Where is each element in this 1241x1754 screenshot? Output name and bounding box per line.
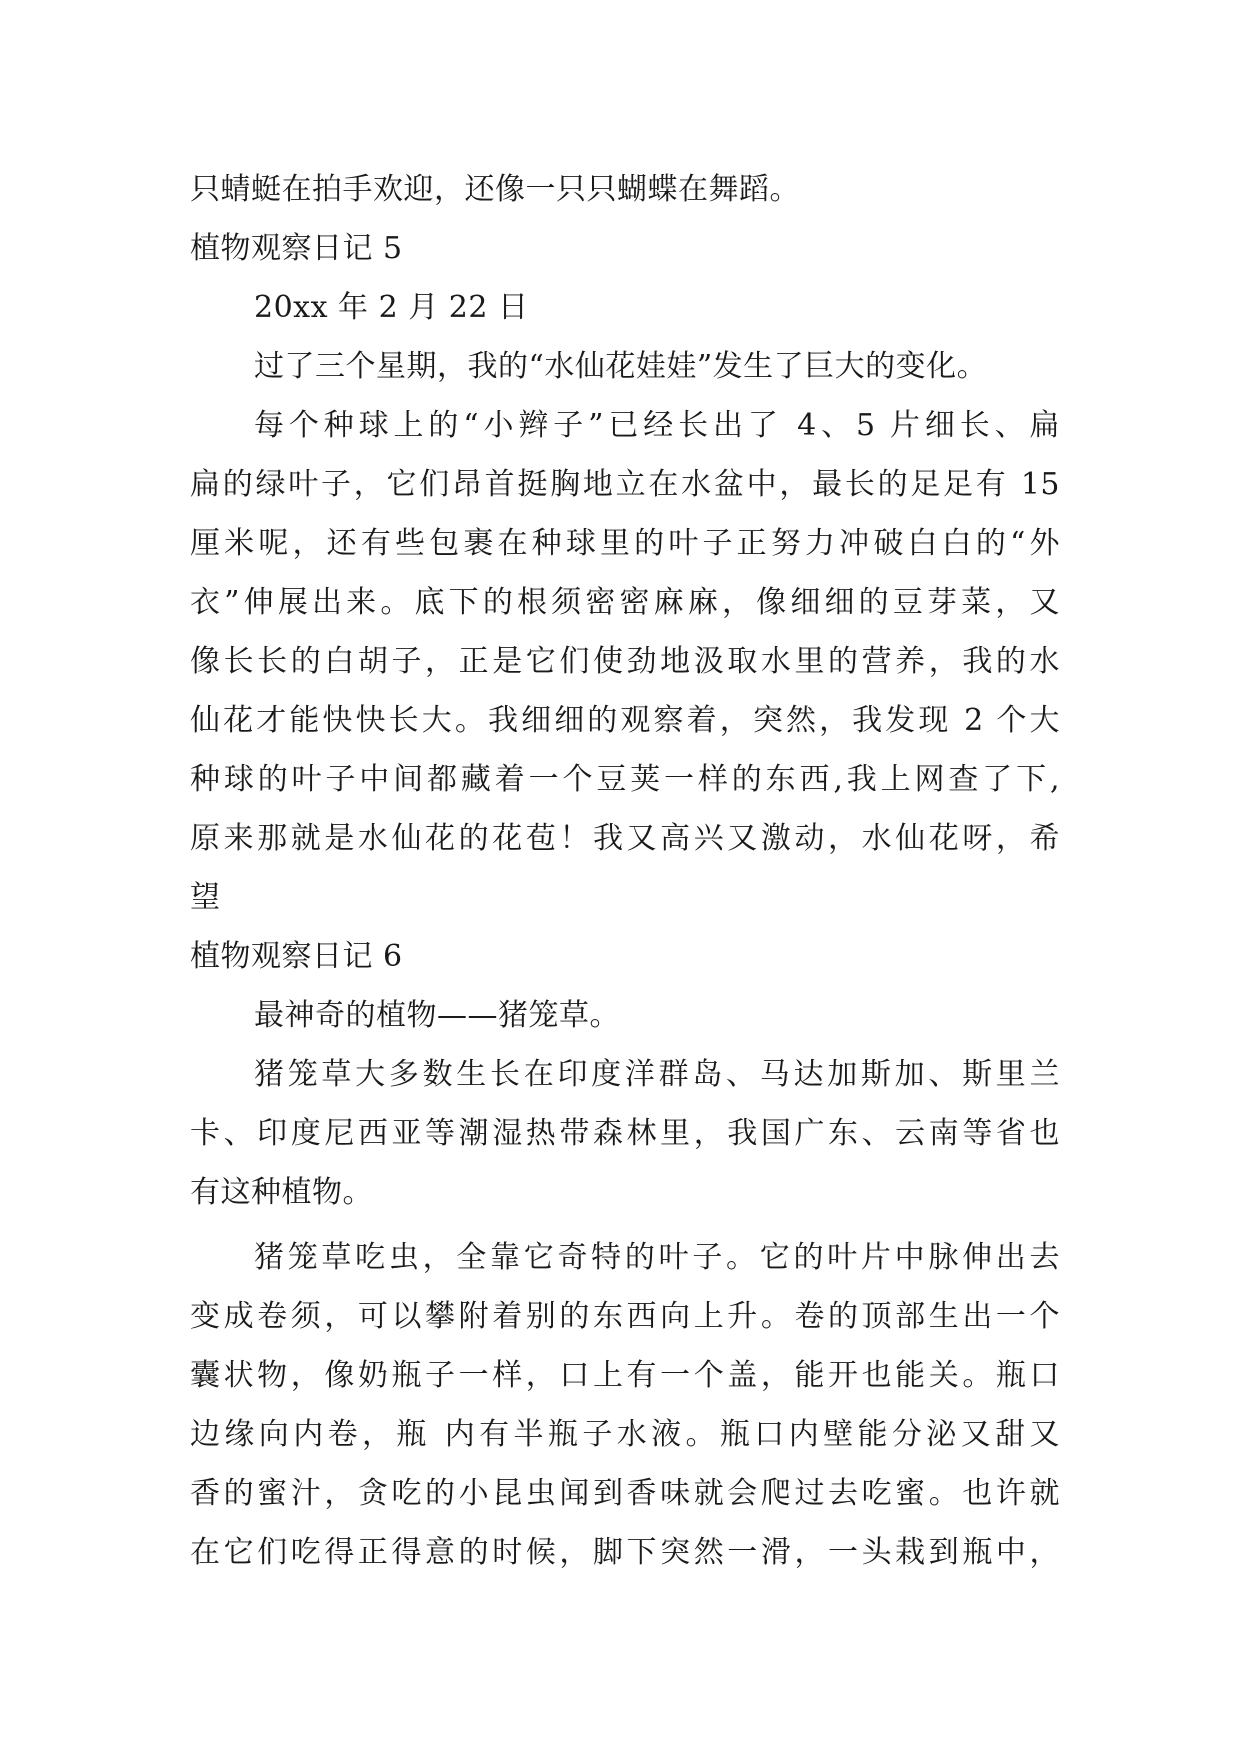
text-line-9: 像长长的白胡子，正是它们使劲地汲取水里的营养，我的水 bbox=[190, 644, 1060, 679]
text-line-22: 边缘向内卷，瓶 内有半瓶子水液。瓶口内壁能分泌又甜又 bbox=[190, 1417, 1060, 1452]
diary-heading-5: 植物观察日记 5 bbox=[190, 231, 403, 266]
diary-date: 20xx 年 2 月 22 日 bbox=[254, 290, 529, 325]
text-line-11: 种球的叶子中间都藏着一个豆荚一样的东西,我上网查了下, bbox=[190, 762, 1060, 797]
document-body bbox=[190, 160, 1060, 1582]
text-line-10: 仙花才能快快长大。我细细的观察着，突然，我发现 2 个大 bbox=[190, 703, 1060, 738]
text-line-16: 猪笼草大多数生长在印度洋群岛、马达加斯加、斯里兰 bbox=[254, 1057, 1060, 1092]
text-line-7: 厘米呢，还有些包裹在种球里的叶子正努力冲破白白的“外 bbox=[190, 526, 1060, 561]
text-line-1: 只蜻蜓在拍手欢迎，还像一只只蝴蝶在舞蹈。 bbox=[190, 172, 800, 207]
text-line-6: 扁的绿叶子，它们昂首挺胸地立在水盆中，最长的足足有 15 bbox=[190, 467, 1060, 502]
text-line-5: 每个种球上的“小辫子”已经长出了 4、5 片细长、扁 bbox=[254, 408, 1060, 443]
text-line-8: 衣”伸展出来。底下的根须密密麻麻，像细细的豆芽菜，又 bbox=[190, 585, 1060, 620]
diary-heading-6: 植物观察日记 6 bbox=[190, 939, 403, 974]
text-line-4: 过了三个星期，我的“水仙花娃娃”发生了巨大的变化。 bbox=[254, 349, 988, 384]
text-line-23: 香的蜜汁，贪吃的小昆虫闻到香味就会爬过去吃蜜。也许就 bbox=[190, 1476, 1060, 1511]
text-line-21: 囊状物，像奶瓶子一样，口上有一个盖，能开也能关。瓶口 bbox=[190, 1358, 1060, 1393]
text-line-15: 最神奇的植物——猪笼草。 bbox=[254, 998, 620, 1033]
text-line-12: 原来那就是水仙花的花苞！我又高兴又激动，水仙花呀，希 bbox=[190, 821, 1060, 856]
text-line-18: 有这种植物。 bbox=[190, 1175, 373, 1210]
text-line-13: 望 bbox=[190, 880, 221, 915]
text-line-19: 猪笼草吃虫，全靠它奇特的叶子。它的叶片中脉伸出去 bbox=[254, 1240, 1060, 1275]
text-line-24: 在它们吃得正得意的时候，脚下突然一滑，一头栽到瓶中， bbox=[190, 1535, 1060, 1570]
text-line-20: 变成卷须，可以攀附着别的东西向上升。卷的顶部生出一个 bbox=[190, 1299, 1060, 1334]
text-line-17: 卡、印度尼西亚等潮湿热带森林里，我国广东、云南等省也 bbox=[190, 1116, 1060, 1151]
